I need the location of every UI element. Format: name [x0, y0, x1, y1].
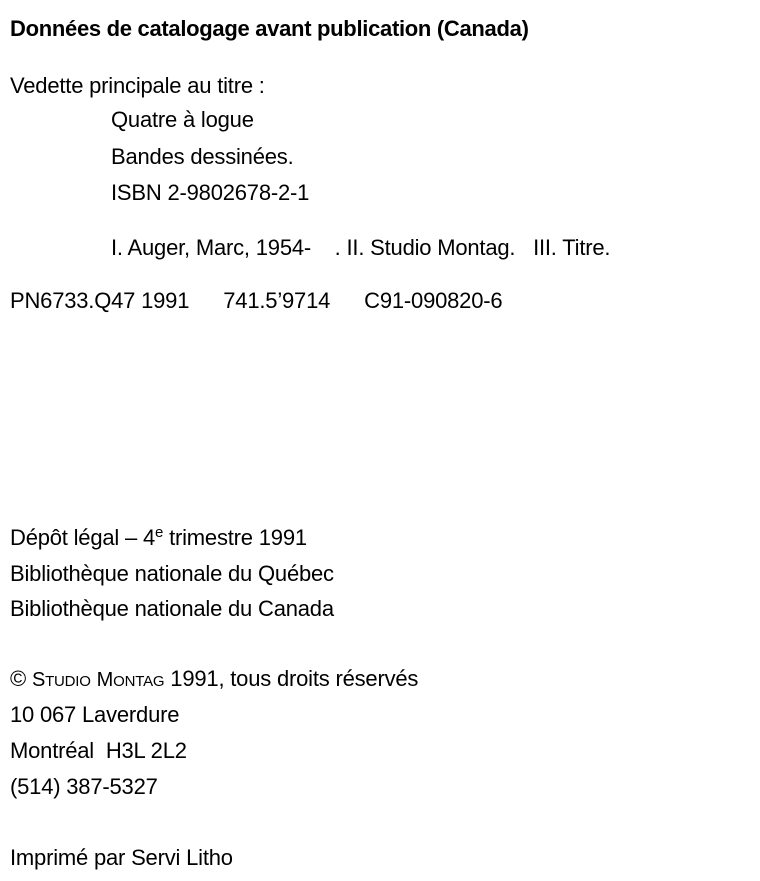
street-address: 10 067 Laverdure: [10, 702, 180, 727]
dewey-number: 741.5’9714: [223, 288, 331, 313]
control-number: C91-090820-6: [364, 288, 503, 313]
book-title: Quatre à logue: [111, 107, 254, 132]
cip-heading: Données de catalogage avant publication (Canada): [10, 16, 529, 41]
phone-number: (514) 387-5327: [10, 774, 158, 799]
main-entry-label: Vedette principale au titre :: [10, 73, 265, 98]
copyright-notice: [10, 666, 418, 695]
library-canada: Bibliothèque nationale du Canada: [10, 596, 334, 621]
library-quebec: Bibliothèque nationale du Québec: [10, 561, 334, 586]
printer-credit: Imprimé par Servi Litho: [10, 845, 233, 870]
classification-line: [10, 288, 502, 314]
added-entries: I. Auger, Marc, 1954- . II. Studio Montag. III. Titre.: [111, 235, 611, 260]
legal-deposit: Dépôt légal – 4e trimestre 1991: [10, 524, 307, 550]
city-postal: Montréal H3L 2L2: [10, 738, 187, 763]
publisher-name: STUDIO MONTAG: [31, 669, 165, 691]
copyright-year-rights: 1991, tous droits réservés: [170, 666, 419, 691]
superscript: e: [155, 524, 164, 541]
lc-call-number: PN6733.Q47 1991: [10, 288, 190, 313]
isbn: ISBN 2-9802678-2-1: [111, 180, 310, 205]
copyright-symbol: ©: [10, 666, 27, 691]
subject-heading: Bandes dessinées.: [111, 144, 294, 169]
